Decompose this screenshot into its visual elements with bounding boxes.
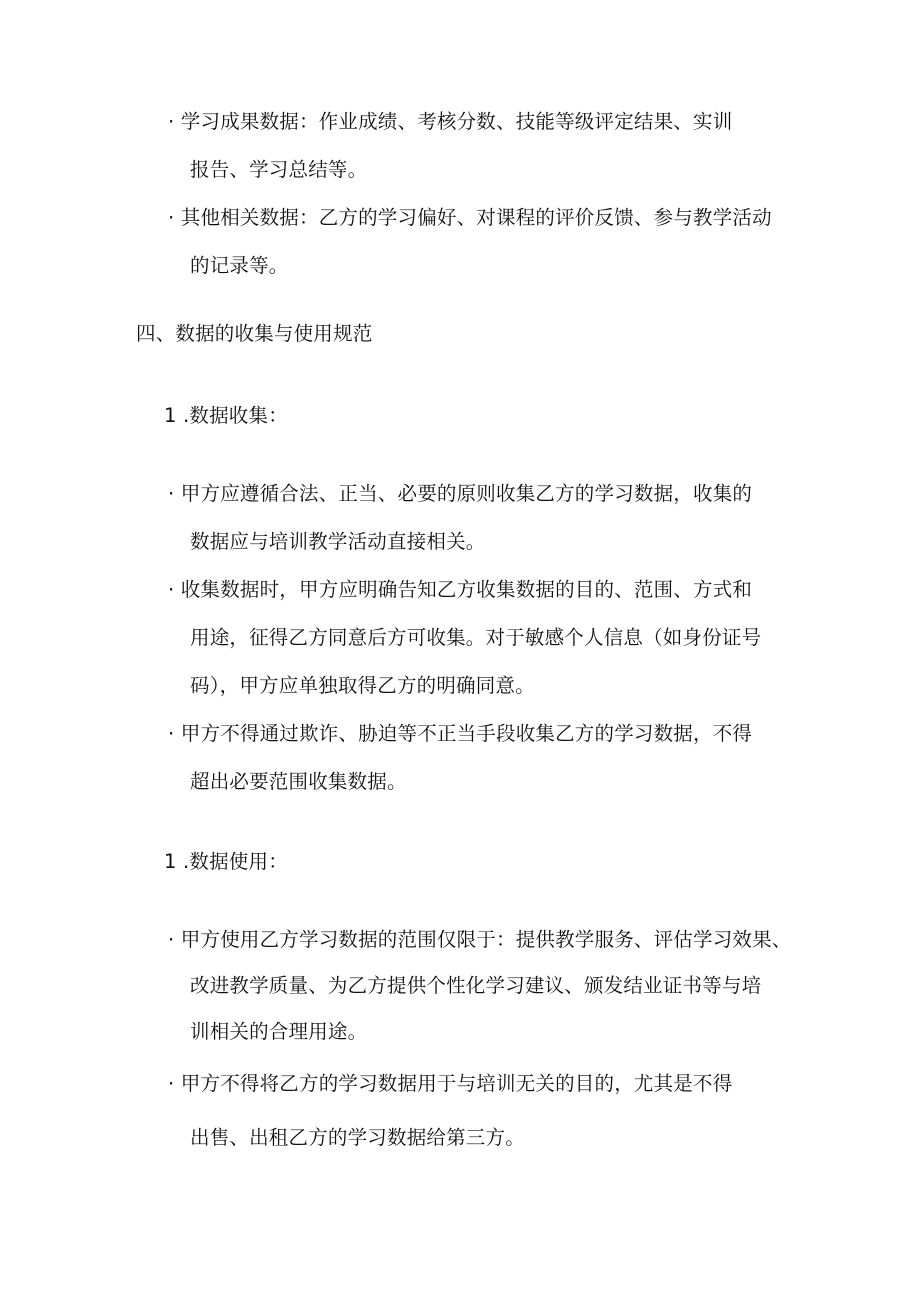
subsection-title: 1 .数据收集： xyxy=(164,404,288,427)
list-item-line: 出售、出租乙方的学习数据给第三方。 xyxy=(190,1126,525,1149)
list-item-line: 改进教学质量、为乙方提供个性化学习建议、颁发结业证书等与培 xyxy=(190,974,762,997)
list-item-line: · 甲方使用乙方学习数据的范围仅限于：提供教学服务、评估学习效果、 xyxy=(168,928,792,951)
paragraph-line: · 其他相关数据：乙方的学习偏好、对课程的评价反馈、参与教学活动 xyxy=(168,206,772,229)
list-item-line: · 收集数据时，甲方应明确告知乙方收集数据的目的、范围、方式和 xyxy=(168,578,753,601)
list-item-line: 码），甲方应单独取得乙方的明确同意。 xyxy=(190,674,535,697)
paragraph-line: 的记录等。 xyxy=(190,254,289,277)
list-item-line: · 甲方不得将乙方的学习数据用于与培训无关的目的，尤其是不得 xyxy=(168,1072,733,1095)
list-item-line: 用途，征得乙方同意后方可收集。对于敏感个人信息（如身份证号 xyxy=(190,626,762,649)
list-item-line: · 甲方应遵循合法、正当、必要的原则收集乙方的学习数据，收集的 xyxy=(168,482,753,505)
list-item-line: 超出必要范围收集数据。 xyxy=(190,770,407,793)
section-heading: 四、数据的收集与使用规范 xyxy=(136,322,373,345)
paragraph-line: · 学习成果数据：作业成绩、考核分数、技能等级评定结果、实训 xyxy=(168,110,733,133)
list-item-line: 训相关的合理用途。 xyxy=(190,1020,368,1043)
subsection-title: 1 .数据使用： xyxy=(164,850,288,873)
paragraph-line: 报告、学习总结等。 xyxy=(190,158,368,181)
list-item-line: 数据应与培训教学活动直接相关。 xyxy=(190,530,486,553)
list-item-line: · 甲方不得通过欺诈、胁迫等不正当手段收集乙方的学习数据，不得 xyxy=(168,722,753,745)
